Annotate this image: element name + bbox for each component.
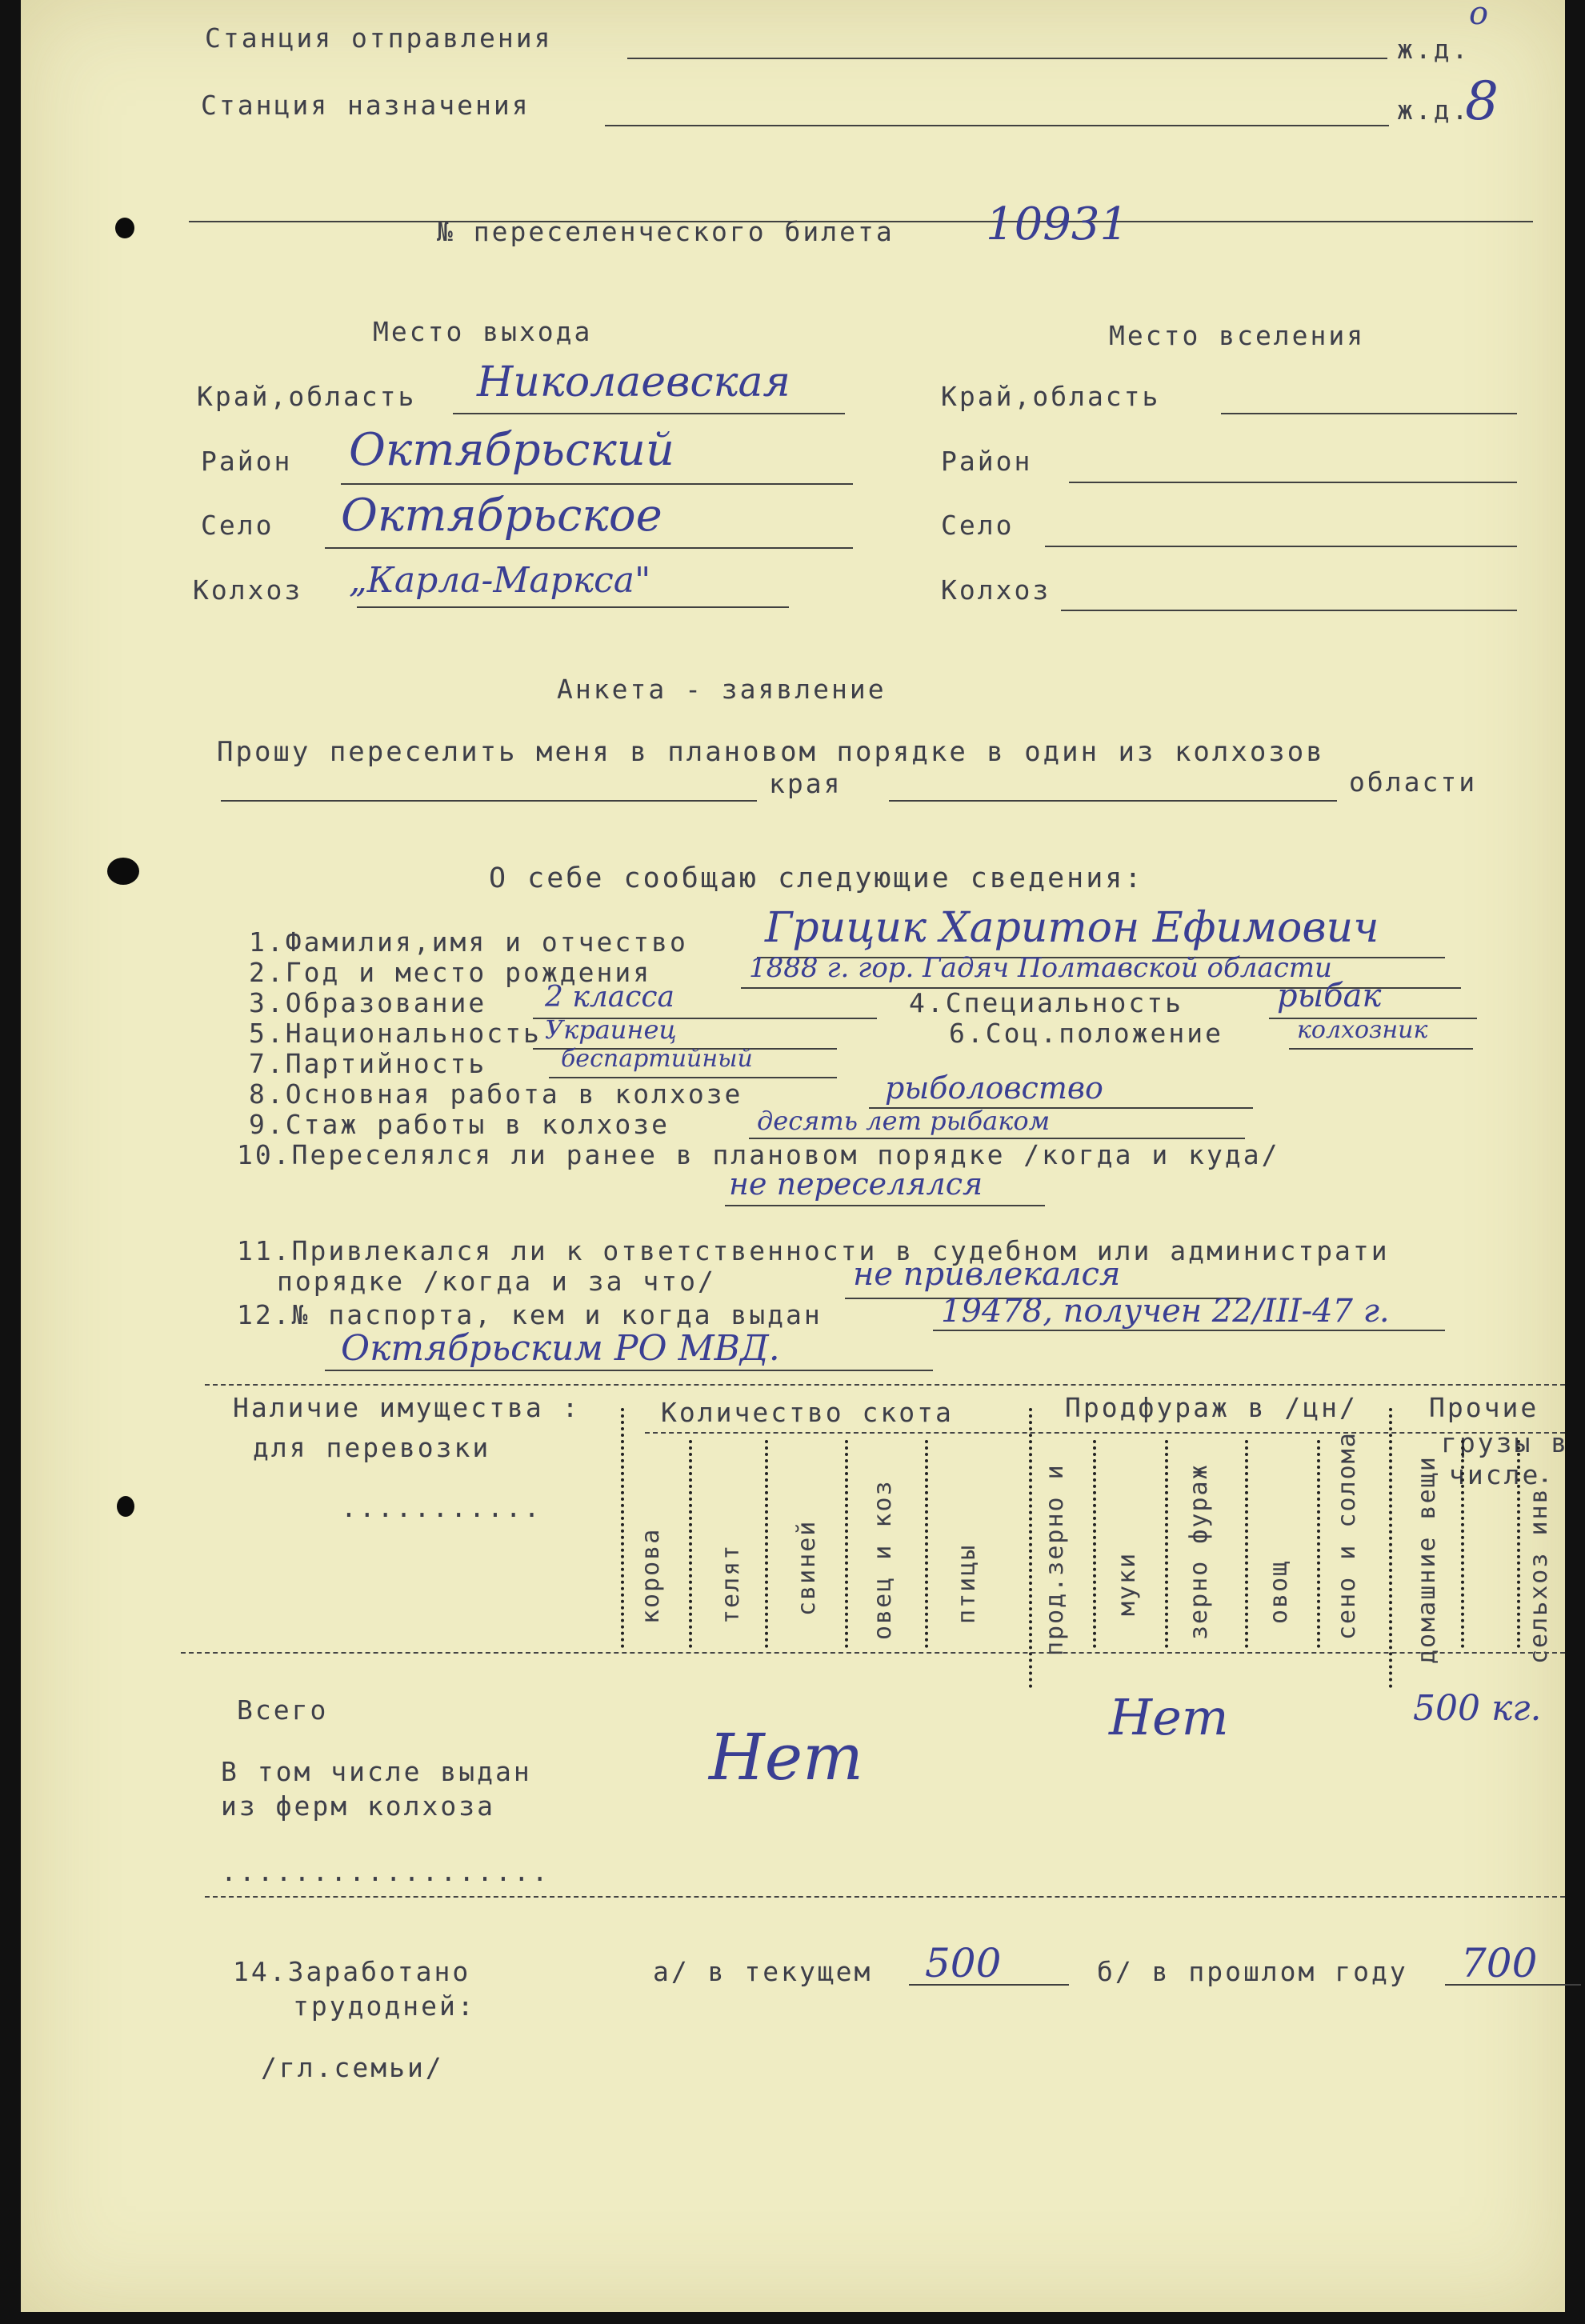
departure-mark: о: [1469, 0, 1489, 32]
column-cows: корова: [637, 1527, 665, 1624]
punch-hole: [115, 218, 134, 238]
table-head-livestock: Количество скота: [661, 1397, 954, 1428]
table-top-rule: [205, 1384, 1565, 1386]
origin-district-label: Район: [201, 446, 293, 477]
origin-region-line: [453, 413, 845, 414]
document-sheet: [21, 0, 1570, 2312]
field-8-label: 8.Основная работа в колхозе: [249, 1078, 743, 1110]
table-divider: [1165, 1440, 1168, 1648]
destination-district-line: [1069, 482, 1517, 483]
departure-station-line: [627, 58, 1387, 59]
workdays-label-a: 14.Заработано: [233, 1956, 471, 1987]
column-vegetables: овощ: [1265, 1559, 1293, 1624]
table-divider: [1317, 1440, 1320, 1648]
origin-district-line: [341, 483, 853, 485]
application-line-1: Прошу переселить меня в плановом порядке в один из колхозов: [217, 736, 1325, 768]
workdays-last-label: б/ в прошлом году: [1097, 1956, 1408, 1987]
workdays-last-line: [1445, 1984, 1581, 1986]
row-farm-label-b: из ферм колхоза: [221, 1790, 496, 1822]
destination-region-label: Край,область: [941, 381, 1161, 412]
origin-title: Место выхода: [373, 316, 593, 347]
field-7-label: 7.Партийность: [249, 1048, 487, 1079]
field-8-value: рыболовство: [885, 1070, 1103, 1106]
table-bottom-rule: [205, 1896, 1565, 1898]
column-poultry: птицы: [953, 1543, 981, 1624]
row-total-label: Всего: [237, 1694, 329, 1726]
destination-region-line: [1221, 413, 1517, 414]
field-10-line: [725, 1205, 1045, 1206]
destination-station-label: Станция назначения: [201, 90, 530, 121]
field-6-value: колхозник: [1297, 1016, 1428, 1044]
column-food-grain: прод.зерно и: [1041, 1463, 1069, 1656]
table-head-property-b: для перевозки: [253, 1432, 491, 1463]
origin-village-value: Октябрьское: [341, 490, 662, 542]
table-divider: [1093, 1440, 1096, 1648]
ticket-label: № переселенческого билета: [437, 216, 895, 247]
field-11-label-b: порядке /когда и за что/: [277, 1266, 716, 1297]
field-6-label: 6.Соц.положение: [949, 1018, 1224, 1049]
destination-mark: 8: [1465, 70, 1499, 132]
origin-kolkhoz-label: Колхоз: [193, 574, 303, 606]
table-divider: [1029, 1408, 1032, 1688]
origin-region-label: Край,область: [197, 381, 417, 412]
food-value: Нет: [1109, 1688, 1229, 1746]
workdays-current-line: [909, 1984, 1069, 1986]
destination-village-line: [1045, 546, 1517, 547]
table-divider: [1517, 1440, 1520, 1648]
field-11-label-a: 11.Привлекался ли к ответственности в судебном или администрати: [237, 1235, 1390, 1266]
field-5-value: Украинец: [545, 1014, 677, 1045]
workdays-current-label: а/ в текущем: [653, 1956, 873, 1987]
row-dots: ..................: [221, 1856, 550, 1887]
table-head-other-c: числе: [1449, 1459, 1541, 1490]
field-11-value: не привлекался: [853, 1256, 1121, 1293]
field-10-label: 10.Переселялся ли ранее в плановом порядке /когда и куда/: [237, 1139, 1280, 1170]
origin-village-line: [325, 547, 853, 549]
table-divider: [765, 1440, 768, 1648]
field-4-label: 4.Специальность: [909, 987, 1184, 1018]
column-flour: муки: [1113, 1551, 1141, 1616]
field-3-value: 2 класса: [545, 981, 675, 1014]
application-intro: О себе сообщаю следующие сведения:: [489, 862, 1144, 894]
destination-rail-suffix: ж.д.: [1397, 94, 1471, 126]
field-1-value: Грицик Харитон Ефимович: [765, 904, 1379, 952]
table-divider: [845, 1440, 848, 1648]
field-4-value: рыбак: [1277, 978, 1382, 1014]
table-divider: [621, 1408, 624, 1648]
field-12-line-b: [325, 1370, 933, 1371]
field-6-line: [1289, 1048, 1473, 1050]
column-hay-straw: сено и солома: [1333, 1431, 1361, 1640]
column-sheep-goats: овец и коз: [869, 1479, 897, 1640]
origin-kolkhoz-value: „Карла-Маркса": [349, 560, 651, 601]
field-12-value-a: 19478, получен 22/III-47 г.: [941, 1293, 1390, 1330]
field-5-label: 5.Национальность: [249, 1018, 542, 1049]
table-divider: [1461, 1440, 1464, 1648]
workdays-last-value: 700: [1461, 1940, 1538, 1986]
table-head-food: Продфураж в /цн/: [1065, 1392, 1358, 1423]
field-12-label: 12.№ паспорта, кем и когда выдан: [237, 1299, 823, 1330]
destination-kolkhoz-line: [1061, 610, 1517, 611]
field-3-label: 3.Образование: [249, 987, 487, 1018]
field-1-label: 1.Фамилия,имя и отчество: [249, 926, 688, 958]
field-9-label: 9.Стаж работы в колхозе: [249, 1109, 670, 1140]
row-farm-label-a: В том числе выдан: [221, 1756, 532, 1787]
table-head-property-dots: ...........: [341, 1492, 542, 1523]
column-calves: телят: [717, 1543, 745, 1624]
destination-title: Место вселения: [1109, 320, 1366, 351]
table-head-property-a: Наличие имущества :: [233, 1392, 581, 1423]
field-12-line: [933, 1330, 1445, 1331]
destination-kolkhoz-label: Колхоз: [941, 574, 1051, 606]
column-fodder-grain: зерно фураж: [1185, 1463, 1213, 1640]
other-cargo-value: 500 кг.: [1413, 1688, 1542, 1729]
destination-district-label: Район: [941, 446, 1033, 477]
departure-station-label: Станция отправления: [205, 22, 553, 54]
destination-village-label: Село: [941, 510, 1015, 541]
table-header-subrule: [645, 1432, 1565, 1434]
field-12-value-b: Октябрьским РО МВД.: [341, 1328, 780, 1369]
table-divider: [925, 1440, 928, 1648]
table-divider: [689, 1440, 692, 1648]
field-7-value: беспартийный: [561, 1045, 753, 1073]
workdays-label-b: трудодней:: [293, 1990, 476, 2022]
field-9-value: десять лет рыбаком: [757, 1106, 1051, 1136]
application-title: Анкета - заявление: [557, 674, 887, 705]
table-divider: [1245, 1440, 1248, 1648]
origin-region-value: Николаевская: [477, 358, 790, 406]
departure-rail-suffix: ж.д.: [1397, 34, 1471, 65]
punch-hole: [117, 1496, 134, 1517]
workdays-label-c: /гл.семьи/: [261, 2052, 444, 2083]
livestock-value: Нет: [709, 1720, 863, 1794]
destination-station-line: [605, 125, 1389, 126]
application-oblast-line: [889, 800, 1337, 802]
application-region-word: края: [769, 768, 843, 799]
field-10-value: не переселялся: [729, 1166, 983, 1202]
table-head-other-b: грузы в: [1441, 1427, 1570, 1458]
punch-hole: [107, 858, 139, 885]
application-region-line: [221, 800, 757, 802]
table-header-bottom-rule: [181, 1652, 1565, 1654]
column-household-items: домашние вещи: [1413, 1455, 1441, 1664]
origin-district-value: Октябрьский: [349, 424, 674, 476]
workdays-current-value: 500: [925, 1940, 1002, 1986]
column-pigs: свиней: [793, 1519, 821, 1616]
table-divider: [1389, 1408, 1392, 1688]
field-2-label: 2.Год и место рождения: [249, 957, 652, 988]
field-2-value: 1888 г. гор. Гадяч Полтавской области: [749, 952, 1332, 984]
origin-village-label: Село: [201, 510, 274, 541]
origin-kolkhoz-line: [357, 606, 789, 608]
column-farm-tools: сельхоз инв.: [1525, 1471, 1553, 1664]
table-head-other-a: Прочие: [1429, 1392, 1539, 1423]
ticket-number: 10931: [986, 198, 1129, 250]
application-oblast-word: области: [1349, 766, 1478, 798]
